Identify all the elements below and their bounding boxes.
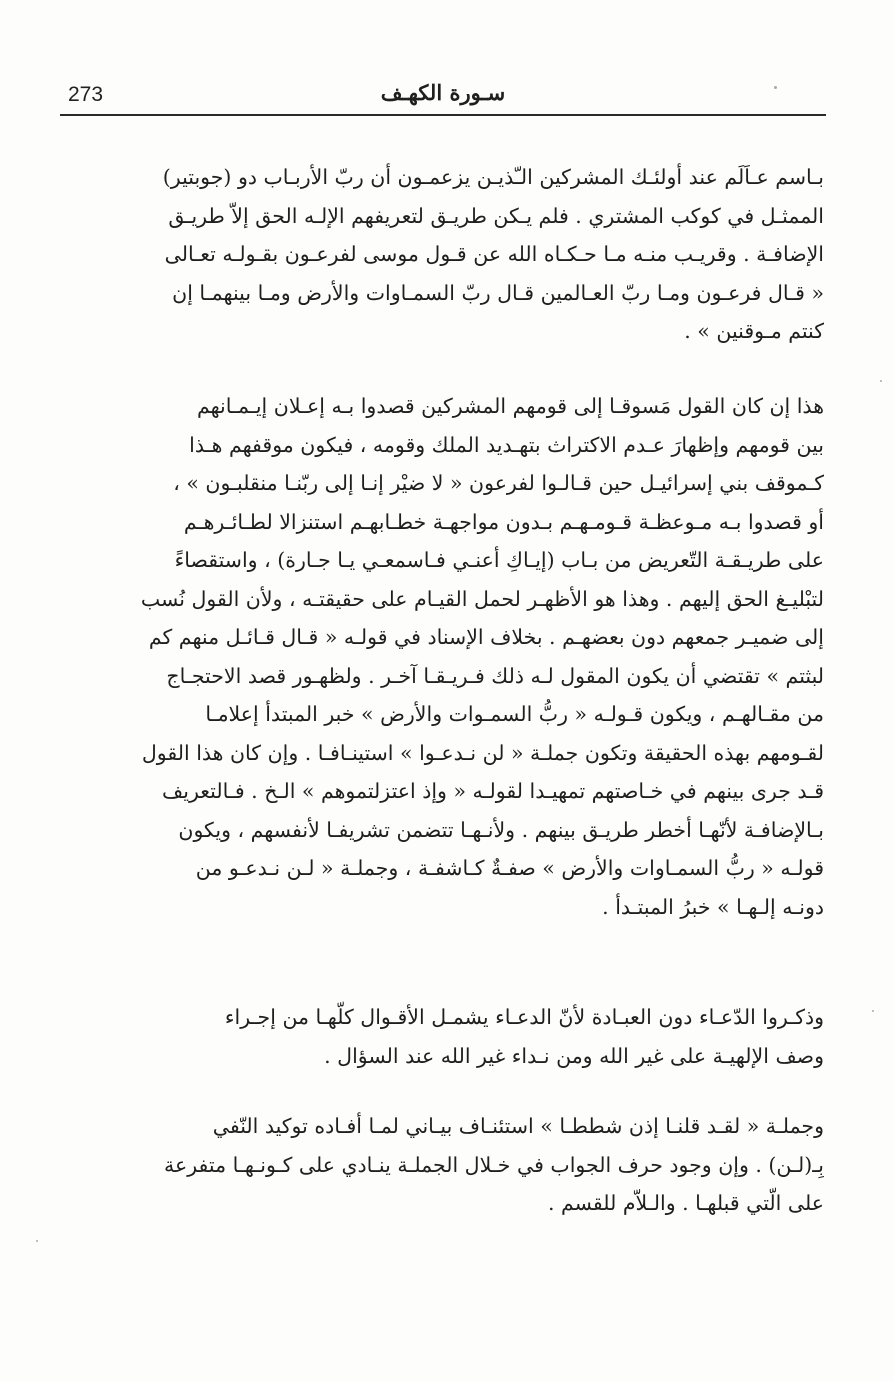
text-line: وذكـروا الدّعـاء دون العبـادة لأنّ الدعـاء يشمـل الأقـوال كلّهـا من إجـراء — [224, 1005, 824, 1029]
scan-speck — [36, 1240, 38, 1242]
paragraph-1 — [70, 158, 824, 351]
page-number: 273 — [68, 83, 104, 106]
text-line: قـد جرى بينهم في خـاصتهم تمهيـدا لقولـه « وإذ اعتزلتموهم » الـخ . فـالتعريف — [162, 779, 824, 803]
text-line: الممثـل في كوكب المشتري . فلم يـكن طريـق لتعريفهم الإلـه الحق إلاّ طريـق — [168, 203, 824, 228]
running-title: سـورة الكهـف — [380, 80, 506, 105]
text-line: بِـ(لـن) . وإن وجود حرف الجواب في خـلال الجملـة ينـادي على كـونـهـا متفرعة — [164, 1152, 824, 1177]
text-line: دونـه إلـهـا » خبرُ المبتـدأ . — [602, 894, 824, 919]
page-header — [62, 80, 824, 110]
text-line: وجملـة « لقـد قلنـا إذن شططـا » استئنـاف بيـاني لمـا أفـاده توكيد النّفي — [212, 1114, 824, 1138]
paragraph-4 — [70, 1107, 824, 1223]
text-line: كـموقف بني إسرائيـل حين قـالـوا لفرعون « لا ضيْر إنـا إلى ربّنـا منقلبـون » ، — [173, 471, 824, 495]
text-line: أو قصدوا بـه مـوعظـة قـومـهـم بـدون مواجهـة خطـابهـم استنزالا لطـائـرهـم — [183, 509, 824, 534]
text-line: على الّتي قبلهـا . والـلاّم للقسم . — [547, 1191, 824, 1215]
text-line: بـالإضافـة لأنّهـا أخطر طريـق بينهم . ولأنـهـا تتضمن تشريفـا لأنفسهم ، ويكون — [178, 817, 824, 842]
header-rule — [60, 114, 826, 116]
paragraph-3 — [70, 998, 824, 1075]
paragraph-2 — [70, 387, 824, 926]
text-line: وصف الإلهيـة على غير الله ومن نـداء غير الله عند السؤال . — [324, 1043, 824, 1068]
text-line: على طريـقـة التّعريض من بـاب (إيـاكِ أعنـي فـاسمعـي يـا جـارة) ، واستقصاءً — [174, 548, 824, 572]
text-line: لبثتم » تقتضي أن يكون المقول لـه ذلك فـريـقـا آخـر . ولظهـور قصد الاحتجـاج — [166, 663, 824, 688]
text-line: هذا إن كان القول مَسوقـا إلى قومهم المشركين قصدوا بـه إعـلان إيـمـانهم — [196, 394, 824, 418]
text-line: لتبْليـغ الحق إليهم . وهذا هو الأظهـر لحمل القيـام على حقيقتـه ، ولأن القول نُسب — [140, 586, 824, 611]
text-line: بين قومهم وإظهارَ عـدم الاكتراث بتهـديد الملك وقومه ، فيكون موقفهم هـذا — [189, 432, 824, 457]
text-line: قولـه « ربُّ السمـاوات والأرض » صفـةٌ كـاشفـة ، وجملـة « لـن نـدعـو من — [195, 856, 824, 880]
text-line: من مقـالهـم ، ويكون قـولـه « ربُّ السمـوات والأرض » خبر المبتدأ إعلامـا — [205, 702, 824, 726]
text-line: الإضافـة . وقريـب منـه مـا حـكـاه الله عن قـول موسى لفرعـون بقـولـه تعـالى — [164, 242, 824, 266]
text-line: كنتم مـوقنين » . — [684, 319, 824, 343]
scan-speck — [872, 1010, 874, 1012]
text-line: إلى ضميـر جمعهم دون بعضهـم . بخلاف الإسناد في قولـه « قـال قـائـل منهم كم — [148, 625, 824, 649]
text-line: لقـومهم بهذه الحقيقة وتكون جملـة « لن نـدعـوا » استينـافـا . وإن كان هذا القول — [141, 740, 824, 765]
text-line: « قـال فرعـون ومـا ربّ العـالمين قـال ربّ السمـاوات والأرض ومـا بينهمـا إن — [172, 280, 824, 305]
scan-speck — [774, 86, 777, 89]
scan-speck — [880, 380, 882, 382]
text-line: بـاسم عـاَلَم عند أولئـك المشركين الـّذيـن يزعمـون أن ربّ الأربـاب دو (جوبتير) — [162, 165, 824, 189]
